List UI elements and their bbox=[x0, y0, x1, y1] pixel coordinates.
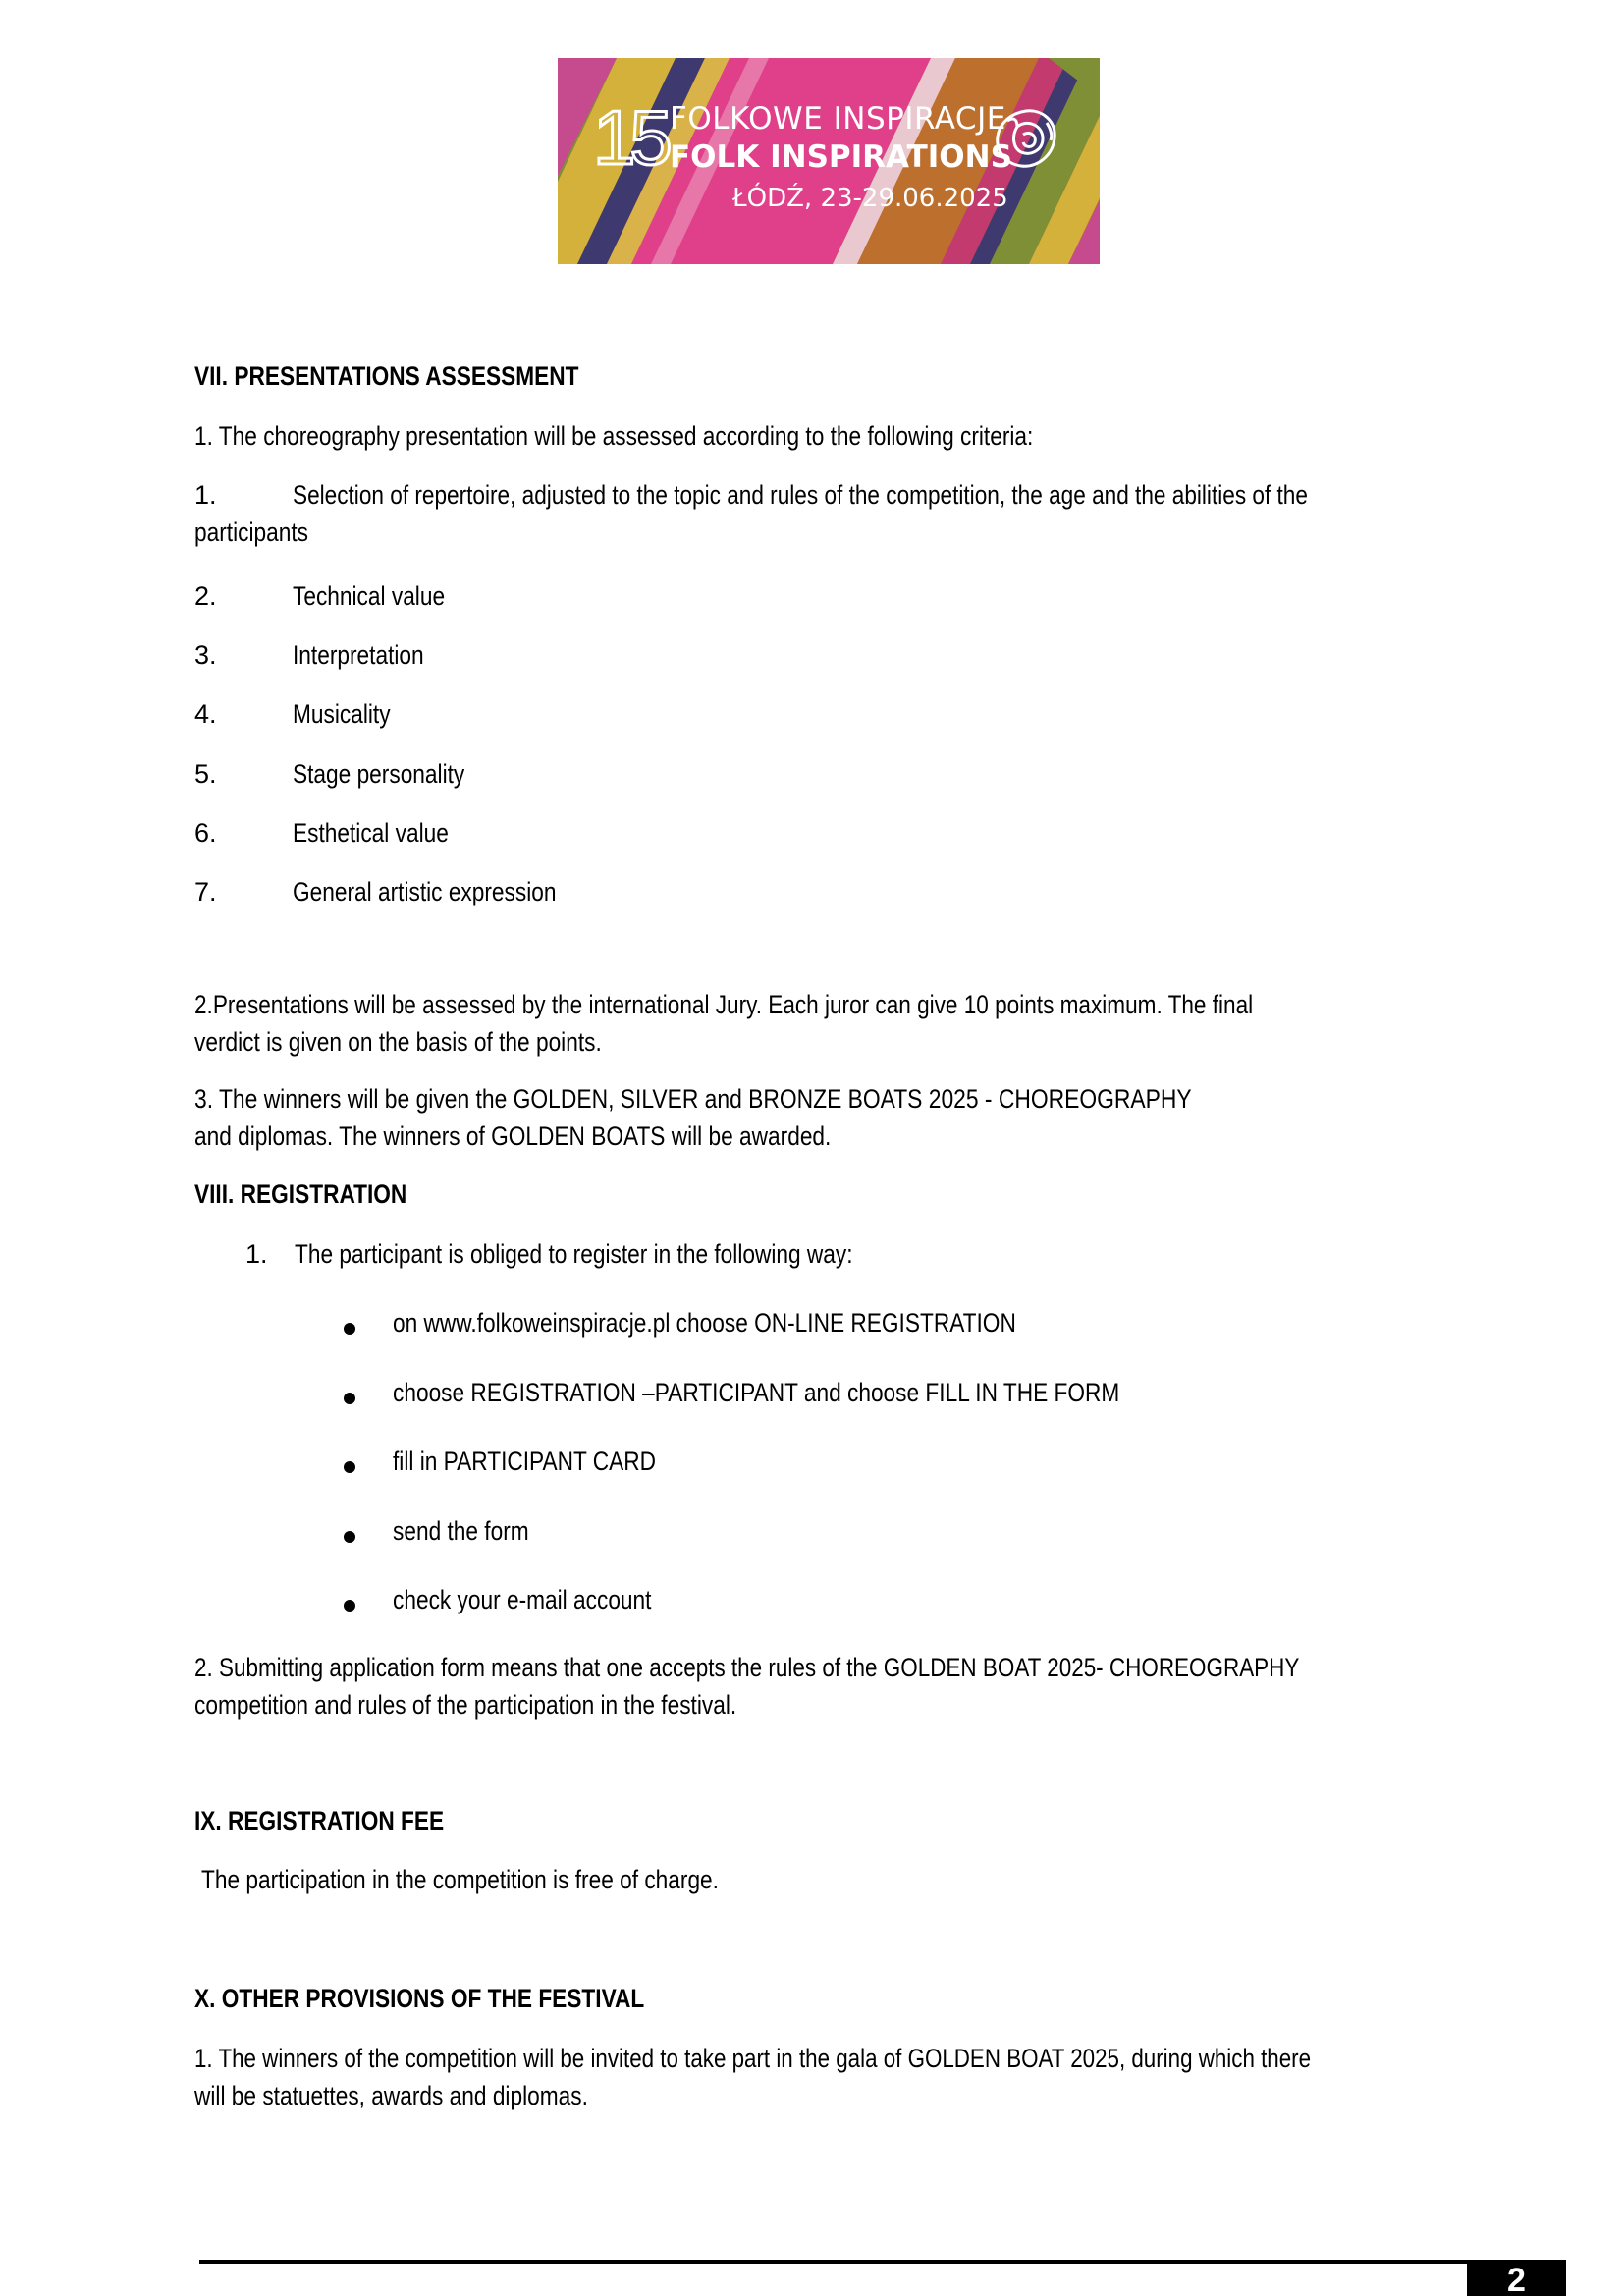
criteria-intro: 1. The choreography presentation will be assessed according to the following criteria: bbox=[194, 421, 1034, 451]
submission-paragraph-line1: 2. Submitting application form means that one accepts the rules of the GOLDEN BOAT 2025- CHOREOGRAPHY bbox=[194, 1653, 1300, 1682]
criteria-item: Stage personality bbox=[293, 759, 465, 789]
bullet-icon bbox=[344, 1323, 355, 1335]
festival-banner bbox=[558, 58, 1100, 264]
banner-title-en: FOLK INSPIRATIONS bbox=[670, 139, 1012, 175]
criteria-number: 2. bbox=[194, 581, 217, 611]
criteria-number: 5. bbox=[194, 759, 217, 789]
rose-icon bbox=[988, 101, 1064, 178]
criteria-item: Interpretation bbox=[293, 640, 424, 670]
section-heading-assessment: VII. PRESENTATIONS ASSESSMENT bbox=[194, 361, 579, 391]
fee-text: The participation in the competition is free of charge. bbox=[201, 1865, 719, 1894]
section-heading-registration: VIII. REGISTRATION bbox=[194, 1179, 407, 1209]
jury-paragraph-line2: verdict is given on the basis of the points. bbox=[194, 1027, 602, 1057]
footer-rule bbox=[199, 2260, 1468, 2264]
jury-paragraph-line1: 2.Presentations will be assessed by the international Jury. Each juror can give 10 points maximum. The final bbox=[194, 990, 1254, 1019]
bullet-icon bbox=[344, 1531, 355, 1543]
registration-step: on www.folkoweinspiracje.pl choose ON-LINE REGISTRATION bbox=[393, 1308, 1016, 1338]
bullet-icon bbox=[344, 1600, 355, 1612]
criteria-number: 7. bbox=[194, 877, 217, 906]
banner-edition-number: 15 bbox=[593, 94, 667, 181]
banner-date-place: ŁÓDŹ, 23-29.06.2025 bbox=[732, 184, 1008, 213]
bullet-icon bbox=[344, 1393, 355, 1404]
criteria-item: General artistic expression bbox=[293, 877, 557, 906]
section-heading-other-provisions: X. OTHER PROVISIONS OF THE FESTIVAL bbox=[194, 1984, 645, 2013]
awards-paragraph-line1: 3. The winners will be given the GOLDEN, SILVER and BRONZE BOATS 2025 - CHOREOGRAPHY bbox=[194, 1084, 1192, 1114]
page-number: 2 bbox=[1467, 2260, 1566, 2296]
criteria-item-continuation: participants bbox=[194, 518, 308, 547]
awards-paragraph-line2: and diplomas. The winners of GOLDEN BOATS will be awarded. bbox=[194, 1121, 832, 1151]
section-heading-fee: IX. REGISTRATION FEE bbox=[194, 1806, 445, 1835]
registration-step: send the form bbox=[393, 1516, 529, 1546]
registration-step: choose REGISTRATION –PARTICIPANT and choose FILL IN THE FORM bbox=[393, 1378, 1120, 1407]
criteria-item: Technical value bbox=[293, 581, 446, 611]
criteria-item: Musicality bbox=[293, 699, 391, 729]
registration-item: The participant is obliged to register in the following way: bbox=[295, 1239, 853, 1269]
registration-step: check your e-mail account bbox=[393, 1585, 652, 1614]
criteria-number: 4. bbox=[194, 699, 217, 729]
bullet-icon bbox=[344, 1461, 355, 1473]
criteria-number: 1. bbox=[194, 480, 217, 510]
provisions-paragraph-line1: 1. The winners of the competition will be invited to take part in the gala of GOLDEN BOAT 2025, during which there bbox=[194, 2044, 1312, 2073]
criteria-item: Selection of repertoire, adjusted to the topic and rules of the competition, the age and the abilities of the bbox=[293, 480, 1308, 510]
registration-item-number: 1. bbox=[245, 1239, 268, 1269]
criteria-number: 3. bbox=[194, 640, 217, 670]
registration-step: fill in PARTICIPANT CARD bbox=[393, 1447, 657, 1476]
criteria-number: 6. bbox=[194, 818, 217, 847]
provisions-paragraph-line2: will be statuettes, awards and diplomas. bbox=[194, 2081, 588, 2110]
banner-title-pl: FOLKOWE INSPIRACJE bbox=[670, 101, 1006, 137]
submission-paragraph-line2: competition and rules of the participation in the festival. bbox=[194, 1690, 737, 1720]
criteria-item: Esthetical value bbox=[293, 818, 449, 847]
